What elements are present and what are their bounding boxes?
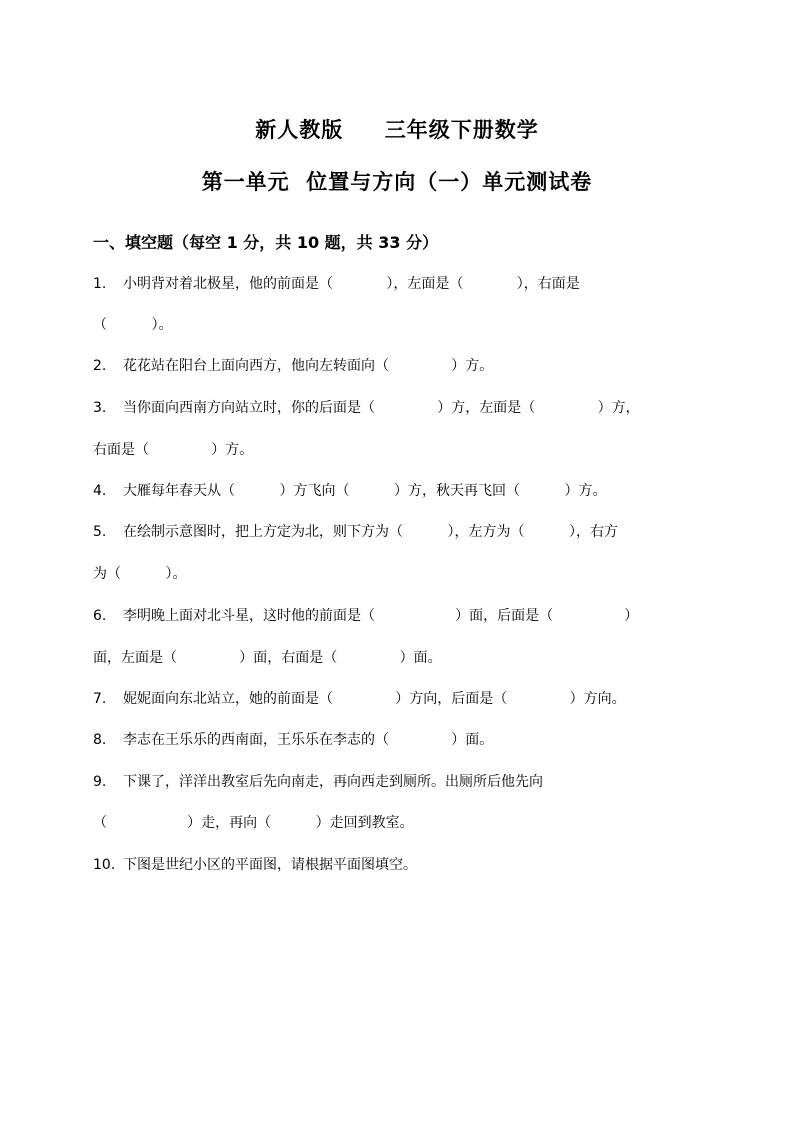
- question-number: 1.: [93, 276, 107, 292]
- section-heading-fill-in: 一、填空题（每空 1 分，共 10 题，共 33 分）: [93, 233, 439, 252]
- question-text: 当你面向西南方向站立时，你的后面是（ ）方，左面是（ ）方，: [123, 400, 640, 416]
- document-title: 新人教版 三年级下册数学: [255, 118, 539, 142]
- question-text: 大雁每年春天从（ ）方飞向（ ）方，秋天再飞回（ ）方。: [123, 483, 607, 499]
- question-text: 妮妮面向东北站立，她的前面是（ ）方向，后面是（ ）方向。: [123, 691, 626, 707]
- question-number: 8.: [93, 732, 107, 748]
- question-text: 下课了，洋洋出教室后先向南走，再向西走到厕所。出厕所后他先向: [123, 774, 543, 790]
- question-number: 5.: [93, 524, 107, 540]
- question-number: 3.: [93, 400, 107, 416]
- question-1-continued: （ ）。: [93, 317, 173, 333]
- question-number: 9.: [93, 774, 107, 790]
- question-3-continued: 右面是（ ）方。: [93, 442, 254, 458]
- question-6-continued: 面，左面是（ ）面，右面是（ ）面。: [93, 650, 442, 666]
- question-number: 2.: [93, 358, 107, 374]
- question-9-continued: （ ）走，再向（ ）走回到教室。: [93, 815, 414, 831]
- question-5-continued: 为（ ）。: [93, 566, 187, 582]
- question-number: 7.: [93, 691, 107, 707]
- question-number: 4.: [93, 483, 107, 499]
- question-number: 10.: [93, 857, 116, 873]
- question-8: [93, 730, 713, 750]
- question-1: [93, 274, 713, 294]
- question-text: 李志在王乐乐的西南面，王乐乐在李志的（ ）面。: [123, 732, 494, 748]
- question-7: [93, 689, 713, 709]
- question-text: 李明晚上面对北斗星，这时他的前面是（ ）面，后面是（ ）: [123, 608, 639, 624]
- question-4: [93, 481, 713, 501]
- document-subtitle: 第一单元 位置与方向（一）单元测试卷: [201, 170, 593, 194]
- question-6: [93, 606, 713, 626]
- question-text: 在绘制示意图时，把上方定为北，则下方为（ ），左方为（ ），右方: [123, 524, 619, 540]
- question-text: 下图是世纪小区的平面图，请根据平面图填空。: [123, 857, 417, 873]
- question-3: [93, 398, 713, 418]
- question-text: 小明背对着北极星，他的前面是（ ），左面是（ ），右面是: [123, 276, 580, 292]
- question-5: [93, 522, 713, 542]
- question-2: [93, 356, 713, 376]
- question-10: [93, 855, 713, 875]
- question-9: [93, 772, 713, 792]
- question-text: 花花站在阳台上面向西方，他向左转面向（ ）方。: [123, 358, 494, 374]
- question-number: 6.: [93, 608, 107, 624]
